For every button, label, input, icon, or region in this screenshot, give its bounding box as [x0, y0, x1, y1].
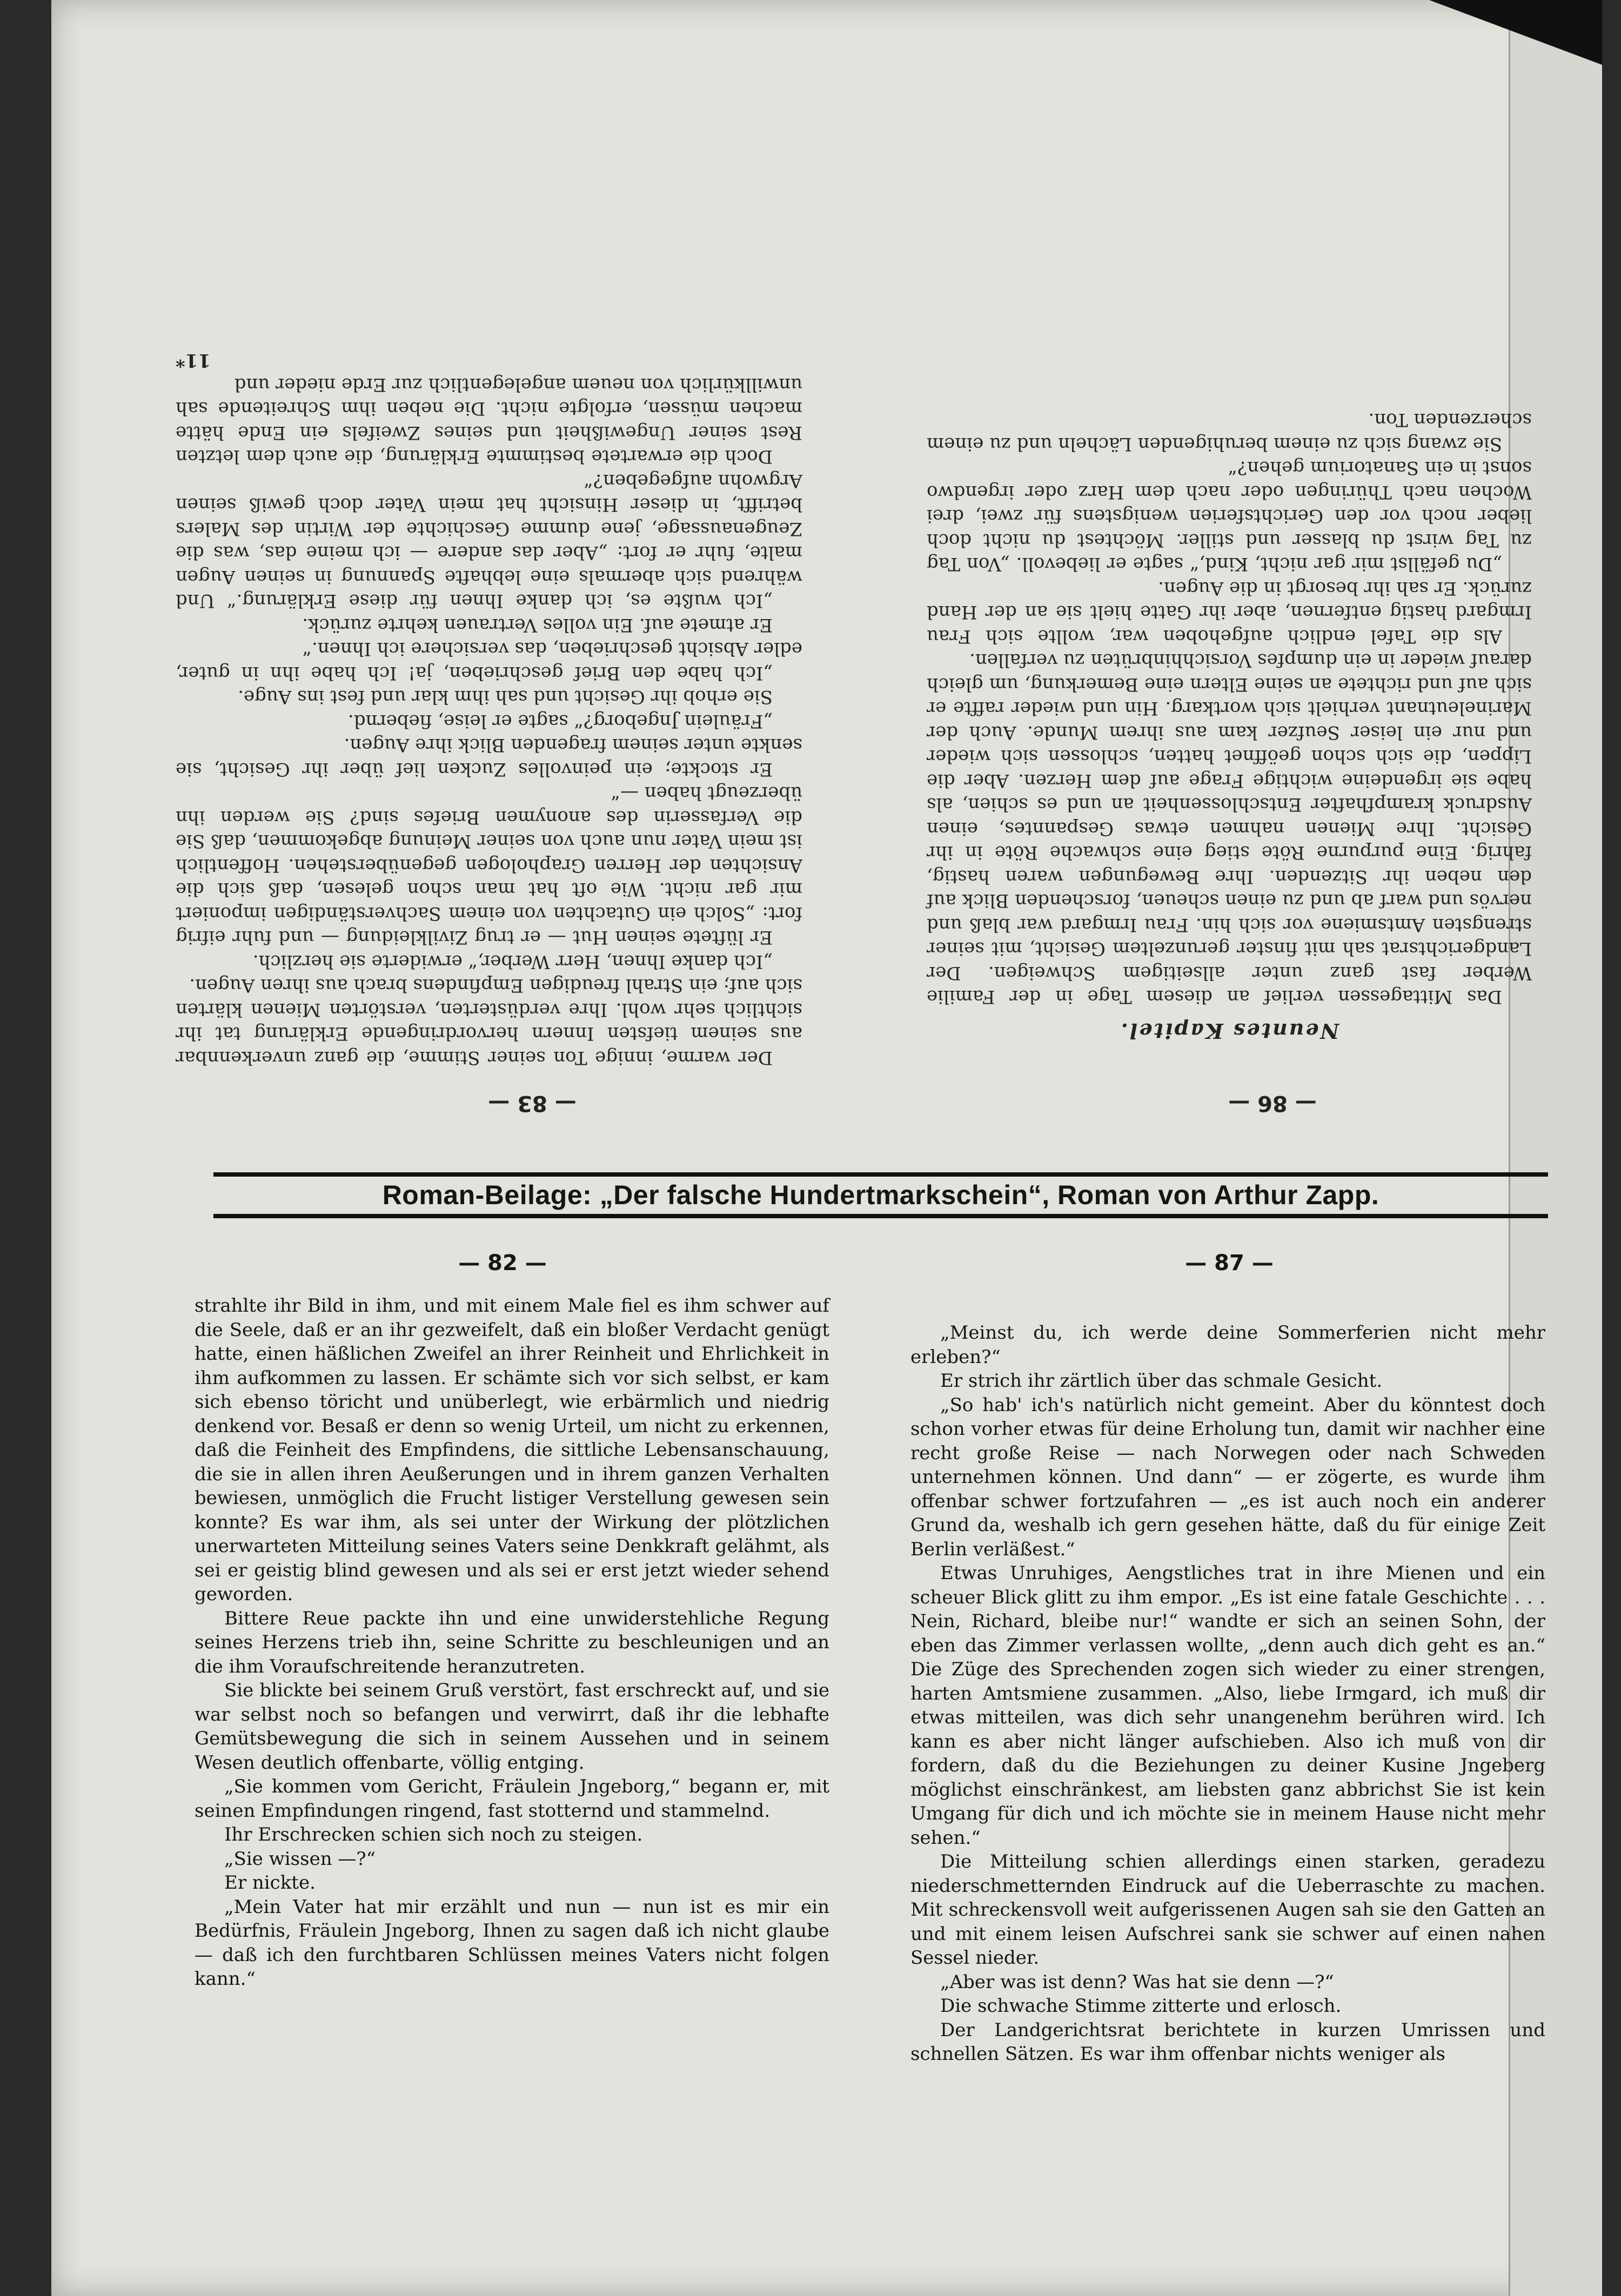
- paragraph: strahlte ihr Bild in ihm, und mit einem Male fiel es ihm schwer auf die Seele, daß er an ihr gezweifelt, daß ein bloßer Verdacht genügt hatte, einen häßlichen Zweifel an ihrer Reinheit und Ehrlichkeit in ihm aufkommen zu lassen. Er schämte sich vor sich selbst, er kam sich ebenso töricht und unüberlegt, wie erbärmlich und niedrig denkend vor. Besaß er denn so wenig Urteil, um nicht zu erkennen, daß die Feinheit des Empfindens, die sittliche Lebensanschauung, die sie in allen ihren Aeußerungen und in ihrem ganzen Verhalten bewiesen, unmöglich die Frucht listiger Verstellung gewesen sein konnte? Es war ihm, als sei unter der Wirkung der plötzlichen unerwarteten Mitteilung seines Vaters seine Denkkraft gelähmt, als sei er geistig blind gewesen und als sei er erst jetzt wieder sehend geworden.: [195, 1295, 829, 1605]
- paragraph: Er stockte; ein peinvolles Zucken lief über ihr Gesicht, sie senkte unter seinem fragenden Blick ihre Augen.: [176, 734, 802, 780]
- banner-rule-top: [213, 1172, 1548, 1177]
- paragraph: Er atmete auf. Ein volles Vertrauen kehrte zurück.: [302, 614, 773, 636]
- paragraph: „Ich danke Ihnen, Herr Werber,“ erwiderte sie herzlich.: [252, 951, 773, 972]
- paragraph: „Du gefällst mir gar nicht, Kind,“ sagte er liebevoll. „Von Tag zu Tag wirst du blasser und stiller. Möchtest du nicht doch lieber noch vor den Gerichtsferien wenigstens für zwei, drei Wochen nach Thüringen oder nach dem Harz oder irgendwo sonst in ein Sanatorium gehen?“: [927, 457, 1532, 575]
- paragraph: Er nickte.: [224, 1872, 316, 1894]
- paragraph: Sie erhob ihr Gesicht und sah ihm klar und fest ins Auge.: [238, 686, 773, 708]
- paragraph: „Meinst du, ich werde deine Sommerferien nicht mehr erleben?“: [910, 1322, 1545, 1368]
- column-page-83: [176, 348, 802, 1070]
- folio-83: — 83 —: [488, 1091, 577, 1116]
- paragraph: Er lüftete seinen Hut — er trug Zivilkleidung — und fuhr eifrig fort: „Solch ein Gutachten von einem Sachverständigen imponiert mir gar nicht. Wie oft hat man schon gelesen, daß sich die Ansichten der Herren Graphologen gegenüberstehen. Hoffentlich ist mein Vater nun auch von seiner Meinung abgekommen, daß Sie die Verfasserin des anonymen Briefes sind? Sie werden ihn überzeugt haben —“: [176, 782, 802, 949]
- folio-82: — 82 —: [458, 1251, 547, 1275]
- paragraph: Ihr Erschrecken schien sich noch zu steigen.: [224, 1824, 643, 1845]
- chapter-heading: Neuntes Kapitel.: [1119, 1019, 1339, 1043]
- column-page-82: [195, 1294, 829, 1991]
- column-page-86: [927, 408, 1532, 1048]
- supplement-banner: Roman-Beilage: „Der falsche Hundertmarkschein“, Roman von Arthur Zapp.: [382, 1180, 1379, 1210]
- paragraph: „Aber was ist denn? Was hat sie denn —?“: [940, 1971, 1334, 1993]
- paragraph: Die schwache Stimme zitterte und erlosch.: [940, 1995, 1342, 2017]
- paragraph: Doch die erwartete bestimmte Erklärung, die auch dem letzten Rest seiner Ungewißheit und seines Zweifels ein Ende hätte machen müssen, erfolgte nicht. Die neben ihm Schreitende sah unwillkürlich von neuem angelegentlich zur Erde nieder und: [176, 374, 802, 468]
- banner-rule-bottom: [213, 1214, 1548, 1218]
- paragraph: Etwas Unruhiges, Aengstliches trat in ihre Mienen und ein scheuer Blick glitt zu ihm empor. „Es ist eine fatale Geschichte . . . Nein, Richard, bleibe nur!“ wandte er sich an seinen Sohn, der eben das Zimmer verlassen wollte, „denn auch dich geht es an.“ Die Züge des Sprechenden zogen sich wieder zu einer strengen, harten Amtsmiene zusammen. „Also, liebe Irmgard, ich muß dir etwas mitteilen, was dich sehr unangenehm berühren wird. Ich kann es aber nicht länger aufschieben. Also ich muß von dir fordern, daß du die Beziehungen zu deiner Kusine Jngeberg möglichst einschränkest, am liebsten ganz abbrichst Sie ist kein Umgang für dich und ich möchte sie in meinem Hause nicht mehr sehen.“: [910, 1562, 1545, 1849]
- paragraph: Als die Tafel endlich aufgehoben war, wollte sich Frau Irmgard hastig entfernen, aber ihr Gatte hielt sie an der Hand zurück. Er sah ihr besorgt in die Augen.: [927, 578, 1532, 647]
- paragraph: „So hab' ich's natürlich nicht gemeint. Aber du könntest doch schon vorher etwas für deine Erholung tun, damit wir nachher eine recht große Reise — nach Norwegen oder nach Schweden unternehmen können. Und dann“ — er zögerte, es wurde ihm offenbar schwer fortzufahren — „es ist auch noch ein anderer Grund da, weshalb ich gern gesehen hätte, daß du für einige Zeit Berlin verläßest.“: [910, 1394, 1545, 1560]
- paragraph: Sie zwang sich zu einem beruhigenden Lächeln und zu einem scherzenden Ton.: [927, 409, 1532, 455]
- newspaper-page: [51, 0, 1602, 2296]
- paragraph: Der Landgerichtsrat berichtete in kurzen Umrissen und schnellen Sätzen. Es war ihm offenbar nichts weniger als: [910, 2019, 1545, 2065]
- paragraph: Sie blickte bei seinem Gruß verstört, fast erschreckt auf, und sie war selbst noch so befangen und verwirrt, daß ihr die lebhafte Gemütsbewegung die sich in seinem Aussehen und in seinem Wesen deutlich offenbarte, völlig entging.: [195, 1680, 829, 1774]
- paragraph: Bittere Reue packte ihn und eine unwiderstehliche Regung seines Herzens trieb ihn, seine Schritte zu beschleunigen und an die ihm Voraufschreitende heranzutreten.: [195, 1607, 829, 1677]
- paragraph: „Fräulein Jngeborg?“ sagte er leise, fiebernd.: [347, 710, 773, 732]
- paragraph: „Mein Vater hat mir erzählt und nun — nun ist es mir ein Bedürfnis, Fräulein Jngeborg, Ihnen zu sagen daß ich nicht glaube — daß ich den furchtbaren Schlüssen meines Vaters nicht folgen kann.“: [195, 1896, 829, 1990]
- paragraph: Er strich ihr zärtlich über das schmale Gesicht.: [940, 1370, 1383, 1392]
- folio-87: — 87 —: [1185, 1251, 1274, 1275]
- paragraph: „Sie kommen vom Gericht, Fräulein Jngeborg,“ begann er, mit seinen Empfindungen ringend, fast stotternd und stammelnd.: [195, 1776, 829, 1822]
- upside-down-half: [51, 0, 1602, 1162]
- paragraph: Das Mittagessen verlief an diesem Tage in der Familie Werber fast ganz unter allseitigem Schweigen. Der Landgerichtsrat sah mit finster gerunzeltem Gesicht, mit seiner strengsten Amtsmiene vor sich hin. Frau Irmgard war blaß und nervös und warf ab und zu einen scheuen, forschenden Blick auf den neben ihr Sitzenden. Ihre Bewegungen waren hastig, fahrig. Eine purpurne Röte stieg eine schwache Röte in ihr Gesicht. Ihre Mienen nahmen etwas Gespanntes, einen Ausdruck krampfhafter Entschlossenheit an und es schien, als habe sie irgendeine wichtige Frage auf dem Herzen. Aber die Lippen, die sich schon geöffnet hatten, schlossen sich wieder und nur ein leiser Seufzer kam aus ihrem Munde. Auch der Marineleutnant verhielt sich wortkarg. Hin und wieder raffte er sich auf und richtete an seine Eltern eine Bemerkung, um gleich darauf wieder in ein dumpfes Vorsichhinbrüten zu verfallen.: [927, 649, 1532, 1008]
- folio-86: — 86 —: [1228, 1091, 1317, 1116]
- paragraph: „Ich wußte es, ich danke Ihnen für diese Erklärung.“ Und während sich abermals eine lebhafte Spannung in seinen Augen malte, fuhr er fort: „Aber das andere — ich meine das, was die Zeugenaussage, jene dumme Geschichte der Wirtin des Malers betrifft, in dieser Hinsicht hat mein Vater doch gewiß seinen Argwohn aufgegeben?“: [176, 470, 802, 612]
- paragraph: „Sie wissen —?“: [224, 1848, 376, 1870]
- catchword: 11*: [176, 350, 211, 372]
- paragraph: Die Mitteilung schien allerdings einen starken, geradezu niederschmetternden Eindruck auf die Ueberraschte zu machen. Mit schreckensvoll weit aufgerissenen Augen sah sie den Gatten an und mit einem leisen Aufschrei sank sie schwer auf einen nahen Sessel nieder.: [910, 1851, 1545, 1969]
- paragraph: Der warme, innige Ton seiner Stimme, die ganz unverkennbar aus seinem tiefsten Innern hervordringende Erklärung tat ihr sichtlich sehr wohl. Ihre verdüsterten, verstörten Mienen klärten sich auf; ein Strahl freudigen Empfindens brach aus ihren Augen.: [176, 975, 802, 1069]
- paragraph: „Ich habe den Brief geschrieben, ja! Ich habe ihn in guter, edler Absicht geschrieben, das versichere ich Ihnen.“: [176, 638, 802, 684]
- column-page-87: [910, 1321, 1545, 2066]
- rotated-block: [51, 0, 1602, 1162]
